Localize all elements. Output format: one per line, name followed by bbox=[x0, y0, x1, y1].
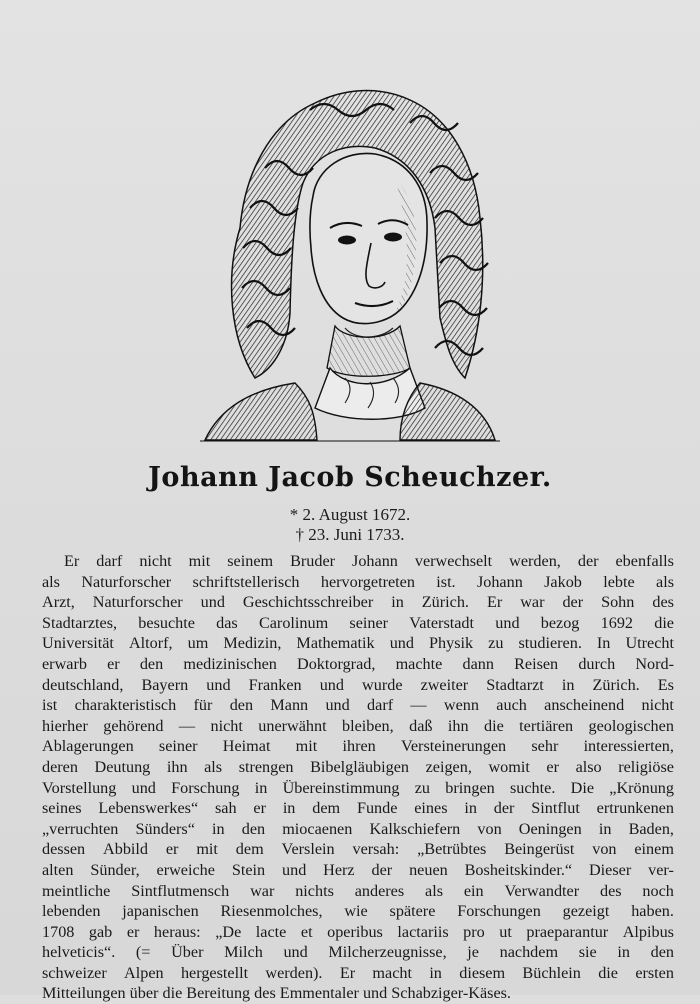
text-line: deutschland, Bayern und Franken und wurde zweiter Stadtarzt in Zürich. Es bbox=[42, 675, 674, 694]
portrait-engraving bbox=[195, 78, 505, 443]
text-line: Stadtarztes, besuchte das Carolinum seiner Vaterstadt und bezog 1692 die bbox=[42, 613, 674, 632]
text-line: 1708 gab er heraus: „De lacte et operibus lactariis pro ut praeparantur Alpibus bbox=[42, 922, 674, 941]
face-shape bbox=[310, 153, 427, 337]
text-line: schweizer Alpen hergestellt werden). Er macht in diesem Büchlein die ersten bbox=[42, 963, 674, 982]
text-line: dessen Abbild er mit dem Verslein versah: „Betrübtes Beingerüst von einem bbox=[42, 840, 674, 859]
text-line: helveticis“. (= Über Milch und Milcherzeugnisse, je nachdem sie in den bbox=[42, 943, 674, 962]
text-line: als Naturforscher schriftstellerisch hervorgetreten ist. Johann Jakob lebte als bbox=[42, 572, 674, 591]
death-date: † 23. Juni 1733. bbox=[295, 525, 405, 544]
text-line: Arzt, Naturforscher und Geschichtsschreiber in Zürich. Er war der Sohn des bbox=[42, 593, 674, 612]
text-line: Mitteilungen über die Bereitung des Emmentaler und Schabziger-Käses. bbox=[42, 984, 511, 1003]
life-dates bbox=[0, 505, 700, 545]
text-line: Ablagerungen seiner Heimat mit ihren Versteinerungen sehr interessierten, bbox=[42, 737, 674, 756]
text-line: hierher gehörend — nicht unerwähnt bleiben, daß ihn die tertiären geologischen bbox=[42, 716, 674, 735]
portrait-engraving-icon bbox=[195, 78, 505, 443]
birth-date: * 2. August 1672. bbox=[289, 505, 411, 524]
biography-text bbox=[42, 551, 674, 1004]
text-line: seines Lebenswerkes“ sah er in dem Funde eines in der Sintflut ertrunkenen bbox=[42, 799, 674, 818]
text-line: Vorstellung und Forschung in Übereinstimmung zu bringen suchte. Die „Krönung bbox=[42, 778, 674, 797]
text-line: lebenden japanischen Riesenmolches, wie spätere Forschungen gezeigt haben. bbox=[42, 902, 674, 921]
text-line: „verruchten Sünders“ in den miocaenen Kalkschiefern von Oeningen in Baden, bbox=[42, 819, 674, 838]
text-line: Er darf nicht mit seinem Bruder Johann verwechselt werden, der ebenfalls bbox=[64, 552, 674, 570]
text-line: meintliche Sintflutmensch war nichts anderes als ein Verwandter des noch bbox=[42, 881, 674, 900]
text-line: ist charakteristisch für den Mann und darf — wenn auch anscheinend nicht bbox=[42, 696, 674, 715]
page-title: Johann Jacob Scheuchzer. bbox=[148, 462, 552, 493]
text-line: Universität Altorf, um Medizin, Mathematik und Physik zu studieren. In Utrecht bbox=[42, 634, 674, 653]
text-line: erwarb er den medizinischen Doktorgrad, machte dann Reisen durch Nord- bbox=[42, 654, 674, 673]
text-line: deren Deutung ihn als strengen Bibelgläubigen zeigen, womit er also religiöse bbox=[42, 757, 674, 776]
text-line: alten Sünder, erweiche Stein und Herz der neuen Bosheitskinder.“ Dieser ver- bbox=[42, 860, 674, 879]
